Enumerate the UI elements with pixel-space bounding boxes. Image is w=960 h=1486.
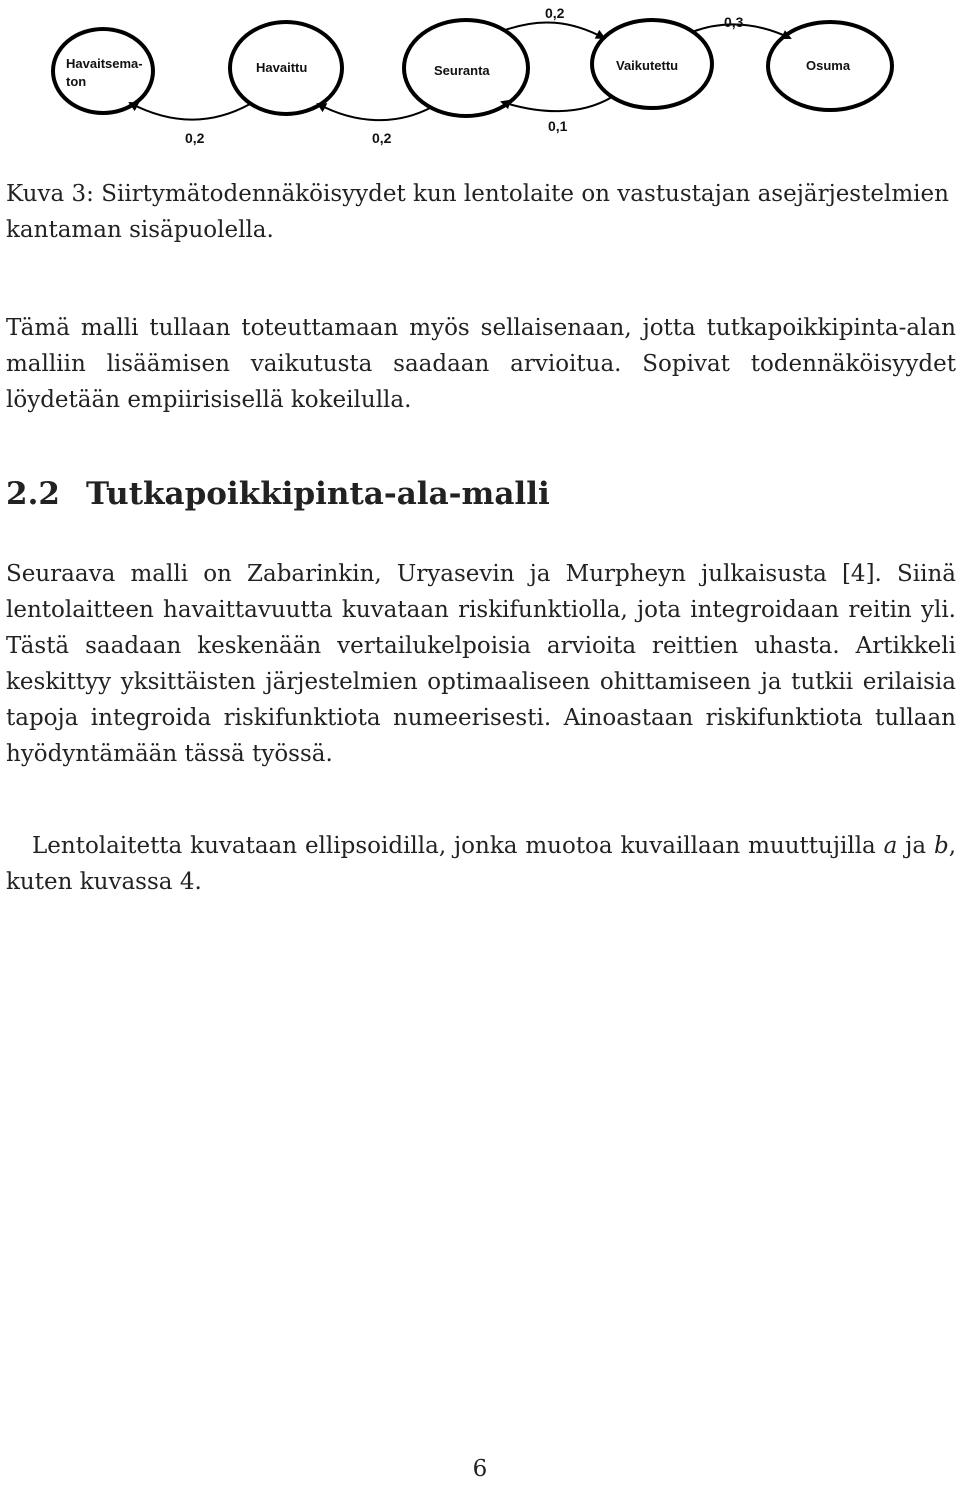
node-label-havaittu: Havaittu xyxy=(256,60,308,75)
prob-label-backward-3: 0,1 xyxy=(548,118,568,134)
arrow-seuranta-vaikutettu xyxy=(505,22,604,38)
node-havaitsematon xyxy=(53,29,153,113)
variable-a: a xyxy=(883,833,898,859)
paragraph-3-text-2: ja xyxy=(897,833,934,859)
page-number: 6 xyxy=(472,1456,488,1482)
variable-b: b xyxy=(933,833,949,859)
node-label-havaitsematon: Havaitsema- xyxy=(66,56,143,71)
paragraph-3-text-1: Lentolaitetta kuvataan ellipsoidilla, jonka muotoa kuvaillaan muuttujilla xyxy=(32,833,884,859)
paragraph-3-text-3: , kuten kuvassa 4. xyxy=(6,833,956,895)
paragraph-1: Tämä malli tullaan toteuttamaan myös sellaisenaan, jotta tutkapoikkipinta-alan malliin lisäämisen vaikutusta saadaan arvioitua. Sopivat todennäköisyydet löydetään empiirisisellä kokeilulla. xyxy=(6,315,956,413)
section-title: Tutkapoikkipinta-ala-malli xyxy=(85,476,550,512)
node-label-vaikutettu: Vaikutettu xyxy=(616,58,679,73)
figure-caption: Kuva 3: Siirtymätodennäköisyydet kun lentolaite on vastustajan asejärjestelmien kantaman sisäpuolella. xyxy=(6,181,949,243)
arrow-havaittu-havaitsematon xyxy=(130,103,250,120)
node-label-osuma: Osuma xyxy=(806,58,851,73)
section-number: 2.2 xyxy=(6,476,60,512)
state-transition-diagram xyxy=(0,0,960,160)
prob-label-forward-1: 0,2 xyxy=(545,5,565,21)
node-label-seuranta: Seuranta xyxy=(434,63,490,78)
prob-label-forward-2: 0,3 xyxy=(724,14,744,30)
paragraph-2: Seuraava malli on Zabarinkin, Uryasevin ja Murpheyn julkaisusta [4]. Siinä lentolaitteen havaittavuutta kuvataan riskifunktiolla, jota integroidaan reitin yli. Tästä saadaan keskenään vertailukelpoisia arvioita reittien uhasta. Artikkeli keskittyy yksittäisten järjestelmien optimaaliseen ohittamiseen ja tutkii erilaisia tapoja integroida riskifunktiota numeerisesti. Ainoastaan riskifunktiota tullaan hyödyntämään tässä työssä. xyxy=(6,561,956,767)
arrow-vaikutettu-seuranta xyxy=(502,97,612,111)
paragraph-3 xyxy=(6,828,956,900)
prob-label-backward-2: 0,2 xyxy=(372,130,392,146)
arrow-seuranta-havaittu xyxy=(318,104,432,120)
prob-label-backward-1: 0,2 xyxy=(185,130,205,146)
node-label-havaitsematon-2: ton xyxy=(66,74,87,89)
section-heading xyxy=(6,476,550,512)
